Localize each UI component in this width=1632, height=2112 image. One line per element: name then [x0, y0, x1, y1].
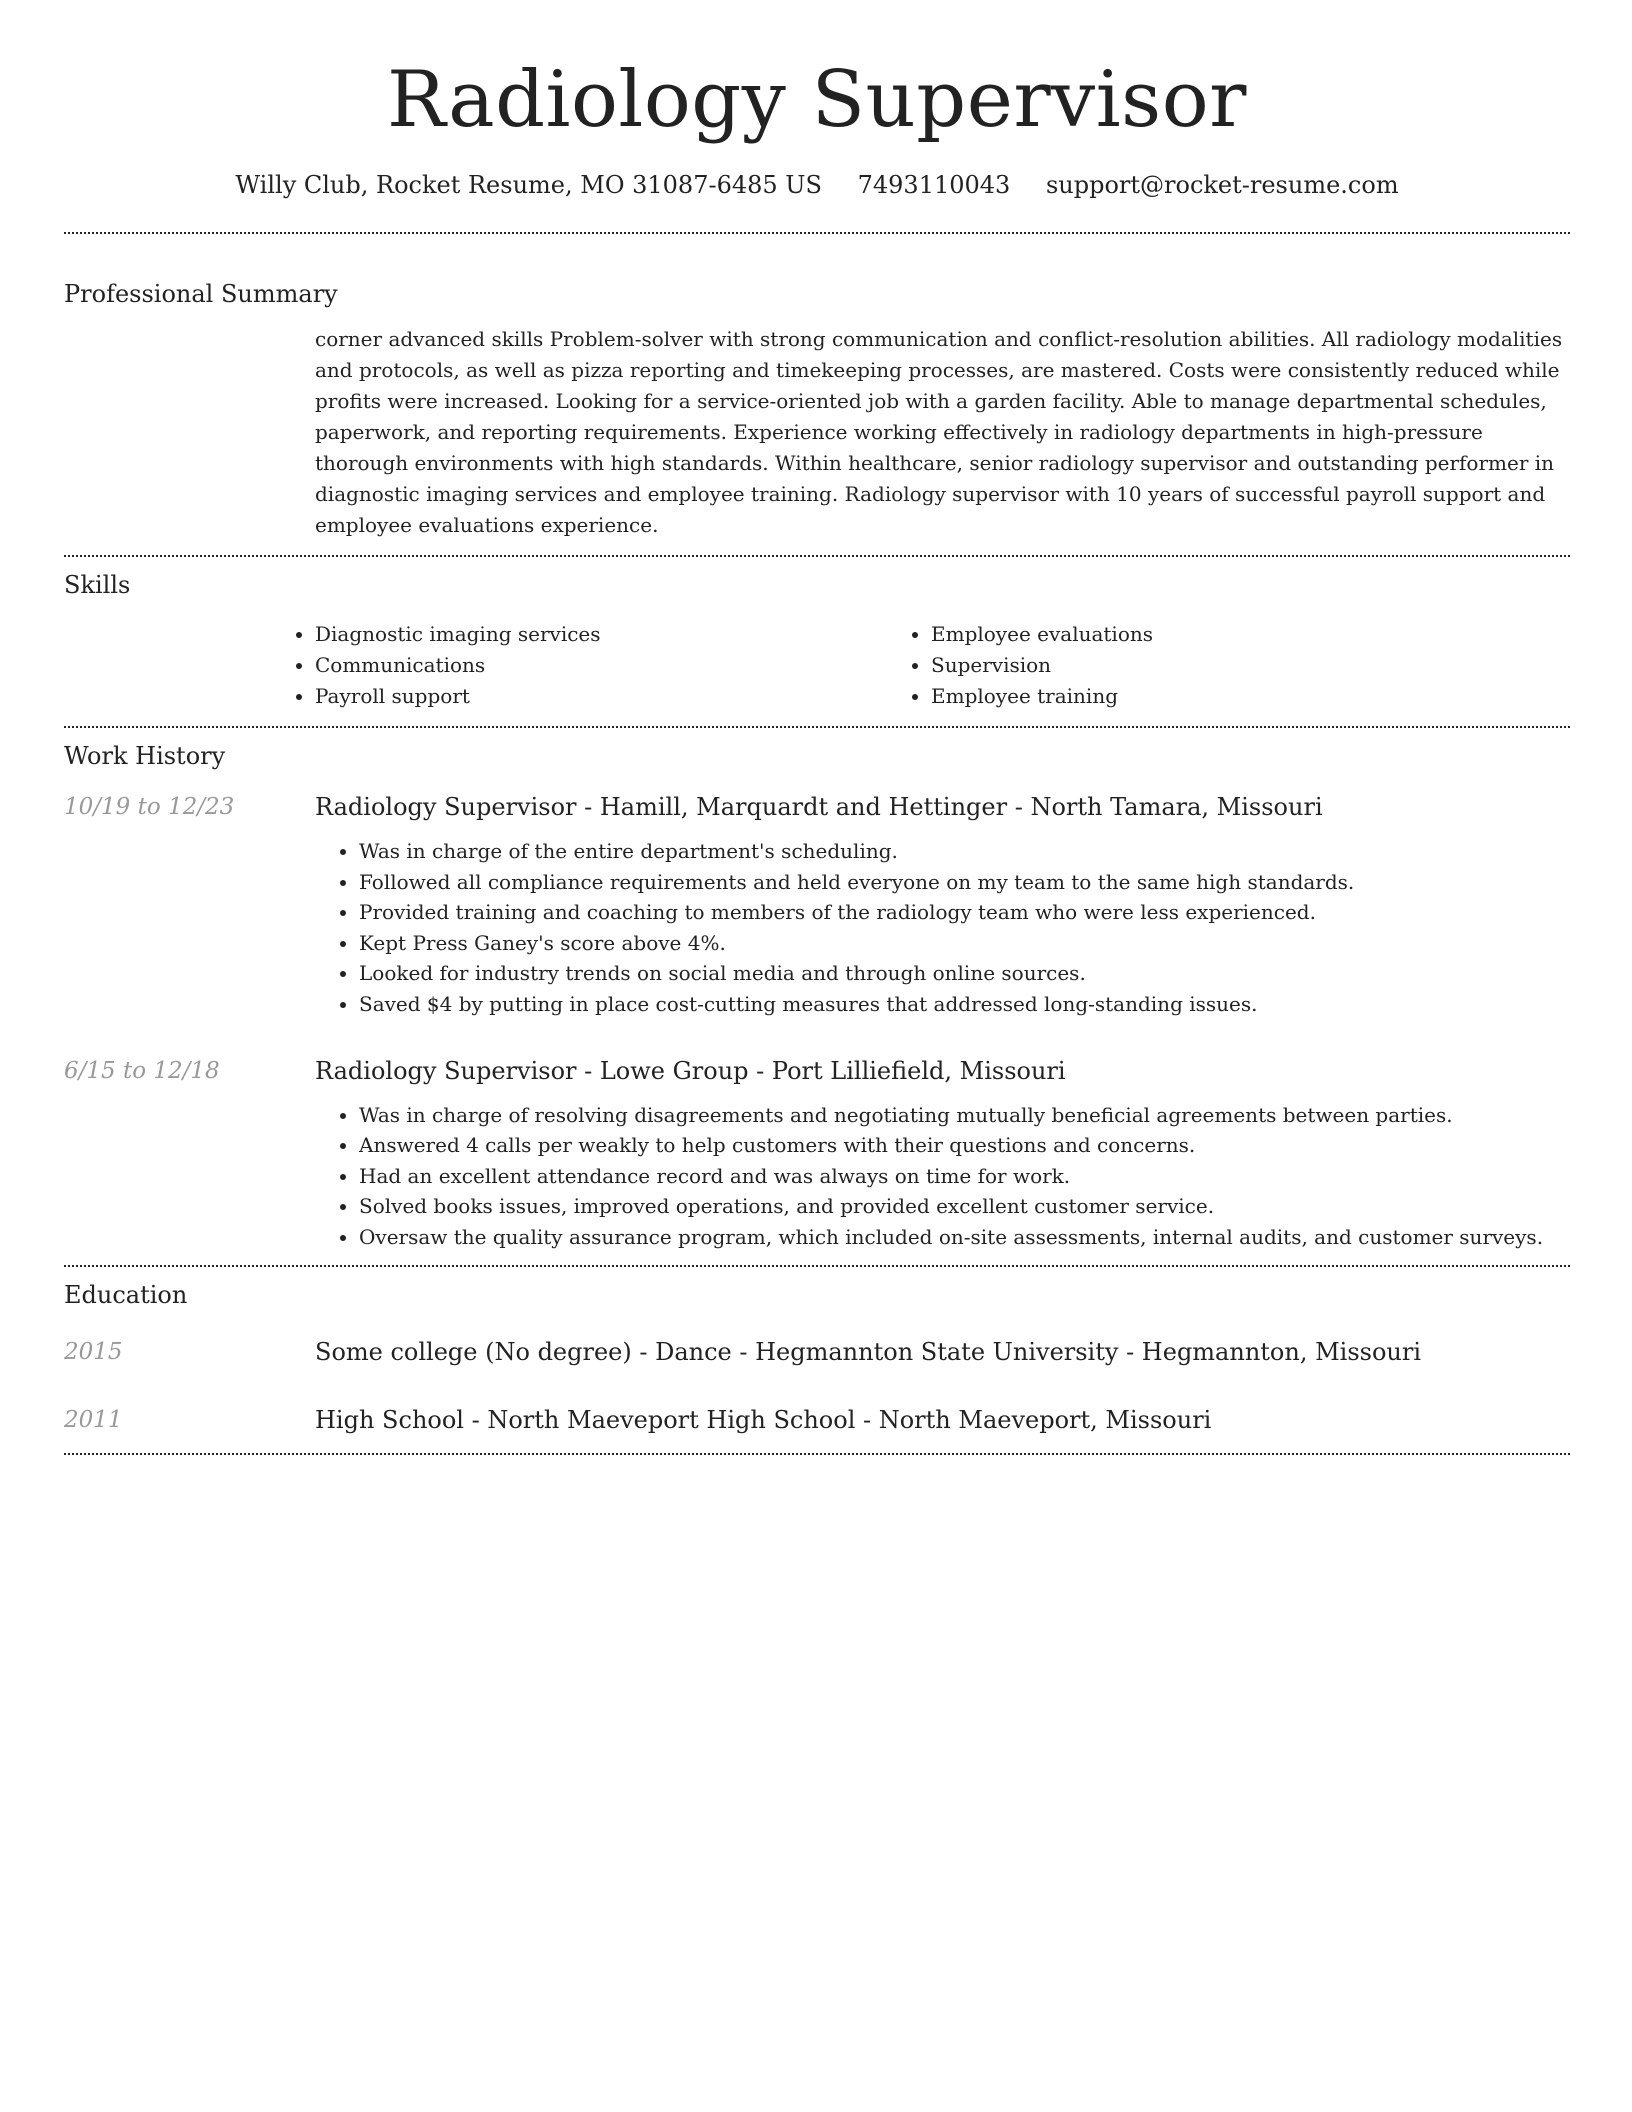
page-title: Radiology Supervisor [387, 55, 1247, 145]
job-entry [64, 790, 1570, 1020]
job-bullet: • Oversaw the quality assurance program, which included on-site assessments, internal audits, and customer surveys. [359, 1222, 1570, 1253]
job-bullet: • Provided training and coaching to members of the radiology team who were less experienced. [359, 897, 1570, 928]
skill-item: • Employee training [931, 681, 1521, 712]
work-history-section [64, 728, 1570, 1265]
education-year: 2011 [64, 1406, 123, 1433]
resume-page [64, 0, 1570, 1455]
skill-item: • Diagnostic imaging services [315, 619, 887, 650]
skills-section [64, 557, 1570, 726]
job-title: Radiology Supervisor - Hamill, Marquardt and Hettinger - North Tamara, Missouri [315, 793, 1323, 821]
summary-text: corner advanced skills Problem-solver with strong communication and conflict-resolution abilities. All radiology modalities and protocols, as well as pizza reporting and timekeeping processes, are mastered. Costs were consistently reduced while profits were increased. Looking for a service-oriented job with a garden facility. Able to manage departmental schedules, paperwork, and reporting requirements. Experience working effectively in radiology departments in high-pressure thorough environments with high standards. Within healthcare, senior radiology supervisor and outstanding performer in diagnostic imaging services and employee training. Radiology supervisor with 10 years of successful payroll support and employee evaluations experience. [315, 327, 1563, 537]
skill-item: • Employee evaluations [931, 619, 1521, 650]
skills-column-left [271, 619, 887, 712]
summary-heading: Professional Summary [64, 280, 338, 308]
resume-header [64, 0, 1570, 202]
job-bullet: • Followed all compliance requirements and held everyone on my team to the same high standards. [359, 867, 1570, 898]
job-bullet: • Looked for industry trends on social media and through online sources. [359, 958, 1570, 989]
education-heading: Education [64, 1280, 188, 1309]
education-year: 2015 [64, 1338, 123, 1365]
education-entry [64, 1403, 1570, 1437]
contact-email: support@rocket-resume.com [1045, 171, 1399, 199]
job-bullet: • Was in charge of resolving disagreements and negotiating mutually beneficial agreements between parties. [359, 1100, 1570, 1131]
job-dates: 6/15 to 12/18 [64, 1057, 220, 1084]
job-entry [64, 1054, 1570, 1253]
job-bullet: • Had an excellent attendance record and was always on time for work. [359, 1161, 1570, 1192]
skill-item: • Payroll support [315, 681, 887, 712]
skills-column-right [887, 619, 1521, 712]
skill-item: • Communications [315, 650, 887, 681]
contact-phone: 7493110043 [857, 171, 1011, 199]
education-detail: High School - North Maeveport High School - North Maeveport, Missouri [315, 1405, 1212, 1434]
education-section [64, 1267, 1570, 1453]
job-bullet: • Solved books issues, improved operations, and provided excellent customer service. [359, 1191, 1570, 1222]
job-bullets [315, 836, 1570, 1020]
contact-line [64, 168, 1570, 202]
work-history-heading: Work History [64, 742, 226, 770]
job-bullet: • Answered 4 calls per weakly to help customers with their questions and concerns. [359, 1130, 1570, 1161]
education-entry [64, 1335, 1570, 1369]
job-bullets [315, 1100, 1570, 1253]
skills-list [271, 619, 1570, 712]
summary-section [64, 234, 1570, 555]
contact-address: Willy Club, Rocket Resume, MO 31087-6485 US [235, 171, 822, 199]
education-detail: Some college (No degree) - Dance - Hegmannton State University - Hegmannton, Missouri [315, 1337, 1422, 1366]
skills-heading: Skills [64, 571, 131, 599]
skill-item: • Supervision [931, 650, 1521, 681]
section-divider [64, 1453, 1570, 1455]
job-title: Radiology Supervisor - Lowe Group - Port Lilliefield, Missouri [315, 1056, 1066, 1085]
job-bullet: • Saved $4 by putting in place cost-cutting measures that addressed long-standing issues. [359, 989, 1570, 1020]
job-bullet: • Kept Press Ganey's score above 4%. [359, 928, 1570, 959]
job-dates: 10/19 to 12/23 [64, 794, 235, 820]
job-bullet: • Was in charge of the entire department's scheduling. [359, 836, 1570, 867]
